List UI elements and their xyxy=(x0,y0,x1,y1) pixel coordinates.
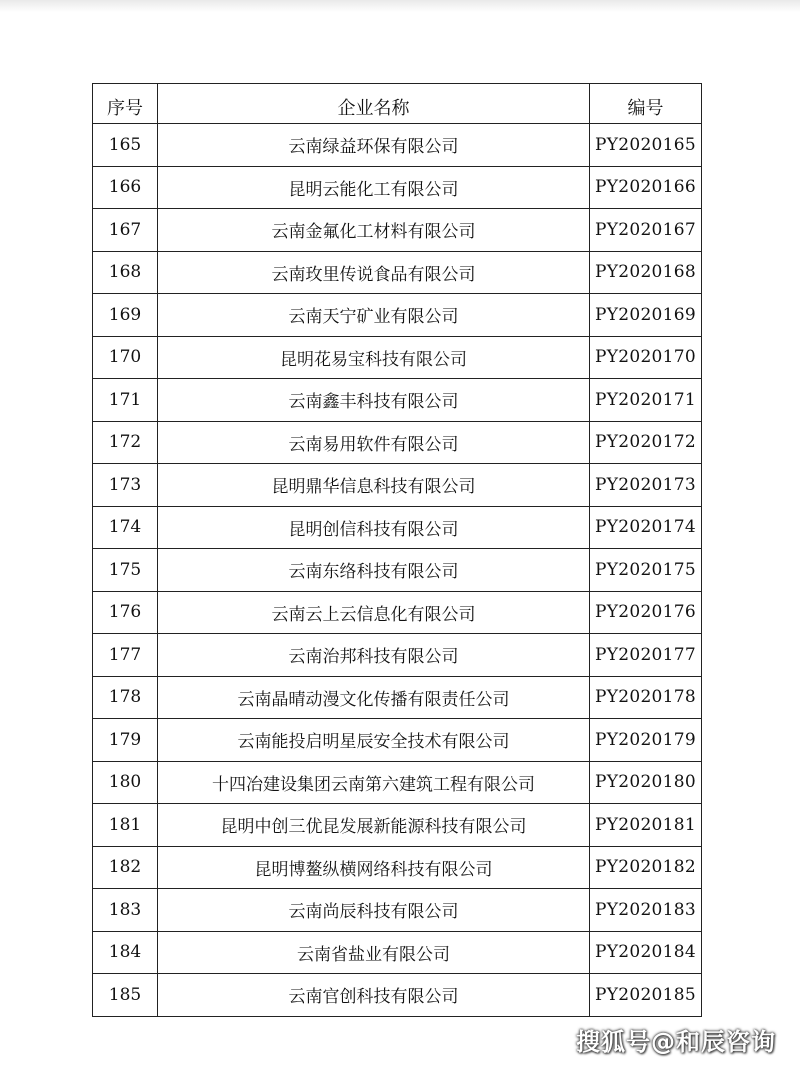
cell-name: 云南天宁矿业有限公司 xyxy=(158,294,590,337)
table-body xyxy=(93,124,702,1017)
cell-code: PY2020177 xyxy=(590,634,702,677)
cell-seq: 170 xyxy=(93,336,158,379)
table-row xyxy=(93,336,702,379)
cell-name: 云南鑫丰科技有限公司 xyxy=(158,379,590,422)
cell-name: 云南玫里传说食品有限公司 xyxy=(158,251,590,294)
cell-name: 昆明博鳌纵横网络科技有限公司 xyxy=(158,846,590,889)
cell-code: PY2020175 xyxy=(590,549,702,592)
cell-name: 云南东络科技有限公司 xyxy=(158,549,590,592)
table-row xyxy=(93,676,702,719)
cell-code: PY2020185 xyxy=(590,974,702,1017)
cell-code: PY2020179 xyxy=(590,719,702,762)
cell-seq: 166 xyxy=(93,166,158,209)
cell-code: PY2020183 xyxy=(590,889,702,932)
cell-seq: 184 xyxy=(93,931,158,974)
top-edge-shadow xyxy=(0,0,800,12)
cell-code: PY2020178 xyxy=(590,676,702,719)
cell-name: 云南云上云信息化有限公司 xyxy=(158,591,590,634)
cell-code: PY2020171 xyxy=(590,379,702,422)
table-row xyxy=(93,166,702,209)
table-row xyxy=(93,931,702,974)
table-header-row xyxy=(93,84,702,124)
cell-seq: 177 xyxy=(93,634,158,677)
cell-name: 云南治邦科技有限公司 xyxy=(158,634,590,677)
cell-seq: 183 xyxy=(93,889,158,932)
cell-seq: 165 xyxy=(93,124,158,167)
cell-name: 云南省盐业有限公司 xyxy=(158,931,590,974)
cell-name: 昆明鼎华信息科技有限公司 xyxy=(158,464,590,507)
watermark: 搜狐号@和辰咨询 xyxy=(576,1028,776,1056)
table-row xyxy=(93,124,702,167)
cell-code: PY2020170 xyxy=(590,336,702,379)
enterprise-table xyxy=(92,83,702,1017)
cell-seq: 175 xyxy=(93,549,158,592)
cell-seq: 181 xyxy=(93,804,158,847)
cell-code: PY2020174 xyxy=(590,506,702,549)
cell-seq: 180 xyxy=(93,761,158,804)
header-name: 企业名称 xyxy=(158,84,590,124)
table-row xyxy=(93,549,702,592)
table-row xyxy=(93,846,702,889)
cell-code: PY2020182 xyxy=(590,846,702,889)
cell-name: 云南尚辰科技有限公司 xyxy=(158,889,590,932)
cell-seq: 174 xyxy=(93,506,158,549)
cell-seq: 173 xyxy=(93,464,158,507)
table-row xyxy=(93,591,702,634)
cell-code: PY2020167 xyxy=(590,209,702,252)
header-seq: 序号 xyxy=(93,84,158,124)
cell-name: 十四冶建设集团云南第六建筑工程有限公司 xyxy=(158,761,590,804)
cell-code: PY2020172 xyxy=(590,421,702,464)
cell-seq: 185 xyxy=(93,974,158,1017)
cell-code: PY2020165 xyxy=(590,124,702,167)
cell-name: 云南易用软件有限公司 xyxy=(158,421,590,464)
header-code: 编号 xyxy=(590,84,702,124)
cell-code: PY2020180 xyxy=(590,761,702,804)
cell-name: 昆明创信科技有限公司 xyxy=(158,506,590,549)
cell-code: PY2020176 xyxy=(590,591,702,634)
cell-name: 云南官创科技有限公司 xyxy=(158,974,590,1017)
table-row xyxy=(93,974,702,1017)
cell-code: PY2020168 xyxy=(590,251,702,294)
cell-name: 云南晶晴动漫文化传播有限责任公司 xyxy=(158,676,590,719)
cell-seq: 182 xyxy=(93,846,158,889)
table-row xyxy=(93,506,702,549)
table-row xyxy=(93,889,702,932)
table-row xyxy=(93,379,702,422)
table-row xyxy=(93,719,702,762)
cell-code: PY2020173 xyxy=(590,464,702,507)
cell-seq: 168 xyxy=(93,251,158,294)
cell-code: PY2020181 xyxy=(590,804,702,847)
cell-name: 云南能投启明星辰安全技术有限公司 xyxy=(158,719,590,762)
cell-seq: 172 xyxy=(93,421,158,464)
cell-name: 云南绿益环保有限公司 xyxy=(158,124,590,167)
cell-name: 昆明中创三优昆发展新能源科技有限公司 xyxy=(158,804,590,847)
table-row xyxy=(93,251,702,294)
table-row xyxy=(93,421,702,464)
cell-seq: 169 xyxy=(93,294,158,337)
cell-seq: 178 xyxy=(93,676,158,719)
cell-code: PY2020184 xyxy=(590,931,702,974)
table-row xyxy=(93,761,702,804)
table-row xyxy=(93,464,702,507)
table-row xyxy=(93,804,702,847)
table-row xyxy=(93,209,702,252)
cell-code: PY2020169 xyxy=(590,294,702,337)
cell-name: 昆明花易宝科技有限公司 xyxy=(158,336,590,379)
cell-name: 昆明云能化工有限公司 xyxy=(158,166,590,209)
cell-name: 云南金氟化工材料有限公司 xyxy=(158,209,590,252)
cell-code: PY2020166 xyxy=(590,166,702,209)
table-row xyxy=(93,294,702,337)
cell-seq: 167 xyxy=(93,209,158,252)
cell-seq: 179 xyxy=(93,719,158,762)
cell-seq: 176 xyxy=(93,591,158,634)
table-row xyxy=(93,634,702,677)
cell-seq: 171 xyxy=(93,379,158,422)
